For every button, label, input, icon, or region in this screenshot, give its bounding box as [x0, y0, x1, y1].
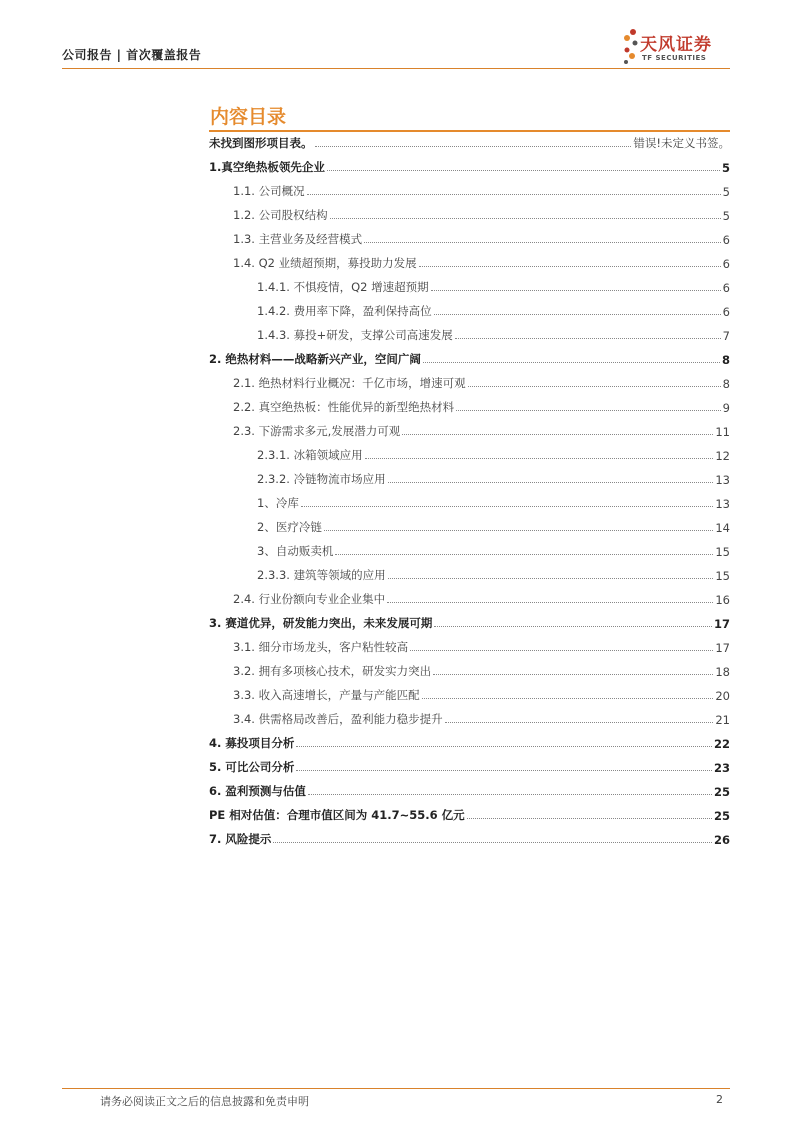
toc-entry[interactable] — [209, 731, 730, 751]
toc-entry-label: 2.3. 下游需求多元,发展潜力可观 — [233, 424, 401, 438]
toc-entry-page: 错误!未定义书签。 — [633, 136, 730, 150]
toc-leader-dots — [419, 265, 721, 267]
toc-entry-page: 12 — [715, 449, 730, 463]
toc-entry-page: 7 — [722, 329, 730, 343]
toc-entry-label: 1.2. 公司股权结构 — [233, 208, 328, 222]
toc-entry[interactable] — [257, 515, 730, 535]
toc-entry-label: 1.3. 主营业务及经营模式 — [233, 232, 363, 246]
toc-entry-page: 17 — [713, 617, 730, 631]
toc-entry-label: 1.1. 公司概况 — [233, 184, 305, 198]
toc-entry-page: 6 — [722, 233, 730, 247]
toc-entry-label: 1.4.2. 费用率下降，盈利保持高位 — [257, 304, 432, 318]
footer-disclaimer: 请务必阅读正文之后的信息披露和免责申明 — [100, 1095, 309, 1108]
toc-entry-label: 1.4.1. 不惧疫情，Q2 增速超预期 — [257, 280, 429, 294]
toc-entry[interactable] — [233, 683, 730, 703]
toc-leader-dots — [431, 289, 721, 291]
toc-entry-label: 6. 盈利预测与估值 — [209, 784, 306, 798]
toc-entry-label: 7. 风险提示 — [209, 832, 272, 846]
toc-leader-dots — [388, 481, 714, 483]
toc-leader-dots — [467, 817, 712, 819]
toc-leader-dots — [330, 217, 721, 219]
toc-entry[interactable] — [233, 635, 730, 655]
toc-entry-label: 1、冷库 — [257, 496, 299, 510]
toc-entry-label: 2.4. 行业份额向专业企业集中 — [233, 592, 386, 606]
toc-entry[interactable] — [257, 467, 730, 487]
toc-leader-dots — [402, 433, 713, 435]
toc-entry-page: 17 — [715, 641, 730, 655]
toc-leader-dots — [434, 313, 721, 315]
toc-entry-label: 2、医疗冷链 — [257, 520, 322, 534]
toc-entry-label: 2.3.1. 冰箱领域应用 — [257, 448, 363, 462]
brand-name-en: TF SECURITIES — [642, 54, 707, 62]
toc-leader-dots — [296, 769, 712, 771]
toc-entry[interactable] — [257, 323, 730, 343]
toc-entry[interactable] — [257, 539, 730, 559]
toc-entry[interactable] — [257, 563, 730, 583]
toc-entry-page: 6 — [722, 257, 730, 271]
toc-entry[interactable] — [209, 611, 730, 631]
toc-entry-label: 1.4. Q2 业绩超预期，募投助力发展 — [233, 256, 417, 270]
toc-entry-page: 5 — [721, 161, 730, 175]
toc-entry[interactable] — [257, 443, 730, 463]
toc-leader-dots — [301, 505, 714, 507]
toc-entry[interactable] — [233, 419, 730, 439]
toc-entry[interactable] — [209, 803, 730, 823]
toc-entry[interactable] — [209, 155, 730, 175]
toc-leader-dots — [365, 457, 714, 459]
toc-leader-dots — [410, 649, 713, 651]
toc-entry-page: 25 — [713, 785, 730, 799]
toc-entry-page: 5 — [722, 185, 730, 199]
page-number: 2 — [716, 1093, 723, 1106]
toc-entry-label: 2.3.3. 建筑等领域的应用 — [257, 568, 386, 582]
toc-entry-label: 1.4.3. 募投+研发，支撑公司高速发展 — [257, 328, 453, 342]
toc-entry-page: 22 — [713, 737, 730, 751]
toc-leader-dots — [307, 193, 721, 195]
toc-entry[interactable] — [257, 299, 730, 319]
toc-leader-dots — [456, 409, 721, 411]
toc-leader-dots — [327, 169, 720, 171]
toc-entry-label: 3.4. 供需格局改善后，盈利能力稳步提升 — [233, 712, 443, 726]
toc-entry[interactable] — [233, 707, 730, 727]
toc-leader-dots — [434, 625, 712, 627]
toc-entry-label: 5. 可比公司分析 — [209, 760, 295, 774]
toc-entry-label: PE 相对估值：合理市值区间为 41.7~55.6 亿元 — [209, 808, 465, 822]
toc-entry-page: 13 — [715, 497, 730, 511]
toc-entry-page: 8 — [721, 353, 730, 367]
toc-leader-dots — [296, 745, 712, 747]
toc-leader-dots — [445, 721, 714, 723]
toc-entry-page: 26 — [713, 833, 730, 847]
toc-entry-page: 23 — [713, 761, 730, 775]
toc-entry[interactable] — [209, 755, 730, 775]
toc-entry[interactable] — [209, 131, 730, 151]
toc-leader-dots — [433, 673, 713, 675]
toc-leader-dots — [455, 337, 721, 339]
toc-entry-label: 未找到图形项目表。 — [209, 136, 313, 150]
toc-entry[interactable] — [257, 491, 730, 511]
toc-entry-page: 18 — [715, 665, 730, 679]
toc-entry-page: 11 — [715, 425, 730, 439]
toc-entry-label: 3.1. 细分市场龙头，客户粘性较高 — [233, 640, 409, 654]
toc-entry-page: 9 — [722, 401, 730, 415]
toc-title: 内容目录 — [210, 106, 287, 128]
toc-entry[interactable] — [233, 179, 730, 199]
toc-entry-label: 2.3.2. 冷链物流市场应用 — [257, 472, 386, 486]
footer-divider — [62, 1088, 730, 1089]
toc-entry-page: 6 — [722, 305, 730, 319]
toc-entry[interactable] — [209, 827, 730, 847]
toc-leader-dots — [423, 361, 720, 363]
toc-entry[interactable] — [233, 587, 730, 607]
report-type-label: 公司报告 | 首次覆盖报告 — [62, 48, 202, 62]
toc-leader-dots — [468, 385, 721, 387]
toc-entry-label: 3、自动贩卖机 — [257, 544, 334, 558]
toc-leader-dots — [364, 241, 721, 243]
toc-entry-page: 8 — [722, 377, 730, 391]
toc-entry-label: 4. 募投项目分析 — [209, 736, 295, 750]
toc-entry-page: 5 — [722, 209, 730, 223]
toc-leader-dots — [387, 601, 713, 603]
toc-entry-page: 14 — [715, 521, 730, 535]
toc-entry-label: 2. 绝热材料——战略新兴产业，空间广阔 — [209, 352, 421, 366]
toc-entry[interactable] — [233, 227, 730, 247]
toc-entry-label: 3. 赛道优异，研发能力突出，未来发展可期 — [209, 616, 433, 630]
toc-leader-dots — [273, 841, 712, 843]
toc-entry-page: 6 — [722, 281, 730, 295]
toc-entry-page: 20 — [715, 689, 730, 703]
toc-entry-page: 21 — [715, 713, 730, 727]
toc-entry[interactable] — [257, 275, 730, 295]
toc-entry-label: 2.1. 绝热材料行业概况：千亿市场，增速可观 — [233, 376, 466, 390]
toc-entry-page: 25 — [713, 809, 730, 823]
toc-entry[interactable] — [233, 659, 730, 679]
toc-entry-label: 3.2. 拥有多项核心技术，研发实力突出 — [233, 664, 432, 678]
toc-entry[interactable] — [233, 395, 730, 415]
toc-entry[interactable] — [209, 347, 730, 367]
toc-entry-page: 15 — [715, 569, 730, 583]
toc-leader-dots — [315, 145, 632, 147]
toc-entry-page: 13 — [715, 473, 730, 487]
toc-entry[interactable] — [209, 779, 730, 799]
toc-entry-page: 16 — [715, 593, 730, 607]
toc-leader-dots — [388, 577, 714, 579]
toc-entry-label: 3.3. 收入高速增长，产量与产能匹配 — [233, 688, 420, 702]
toc-leader-dots — [324, 529, 714, 531]
header-divider — [62, 68, 730, 69]
toc-entry[interactable] — [233, 371, 730, 391]
toc-entry-page: 15 — [715, 545, 730, 559]
brand-name: 天风证券 — [640, 35, 712, 55]
toc-leader-dots — [335, 553, 713, 555]
toc-leader-dots — [308, 793, 712, 795]
toc-entry-label: 1.真空绝热板领先企业 — [209, 160, 325, 174]
toc-entry[interactable] — [233, 251, 730, 271]
toc-entry-label: 2.2. 真空绝热板：性能优异的新型绝热材料 — [233, 400, 455, 414]
toc-entry[interactable] — [233, 203, 730, 223]
toc-leader-dots — [422, 697, 714, 699]
